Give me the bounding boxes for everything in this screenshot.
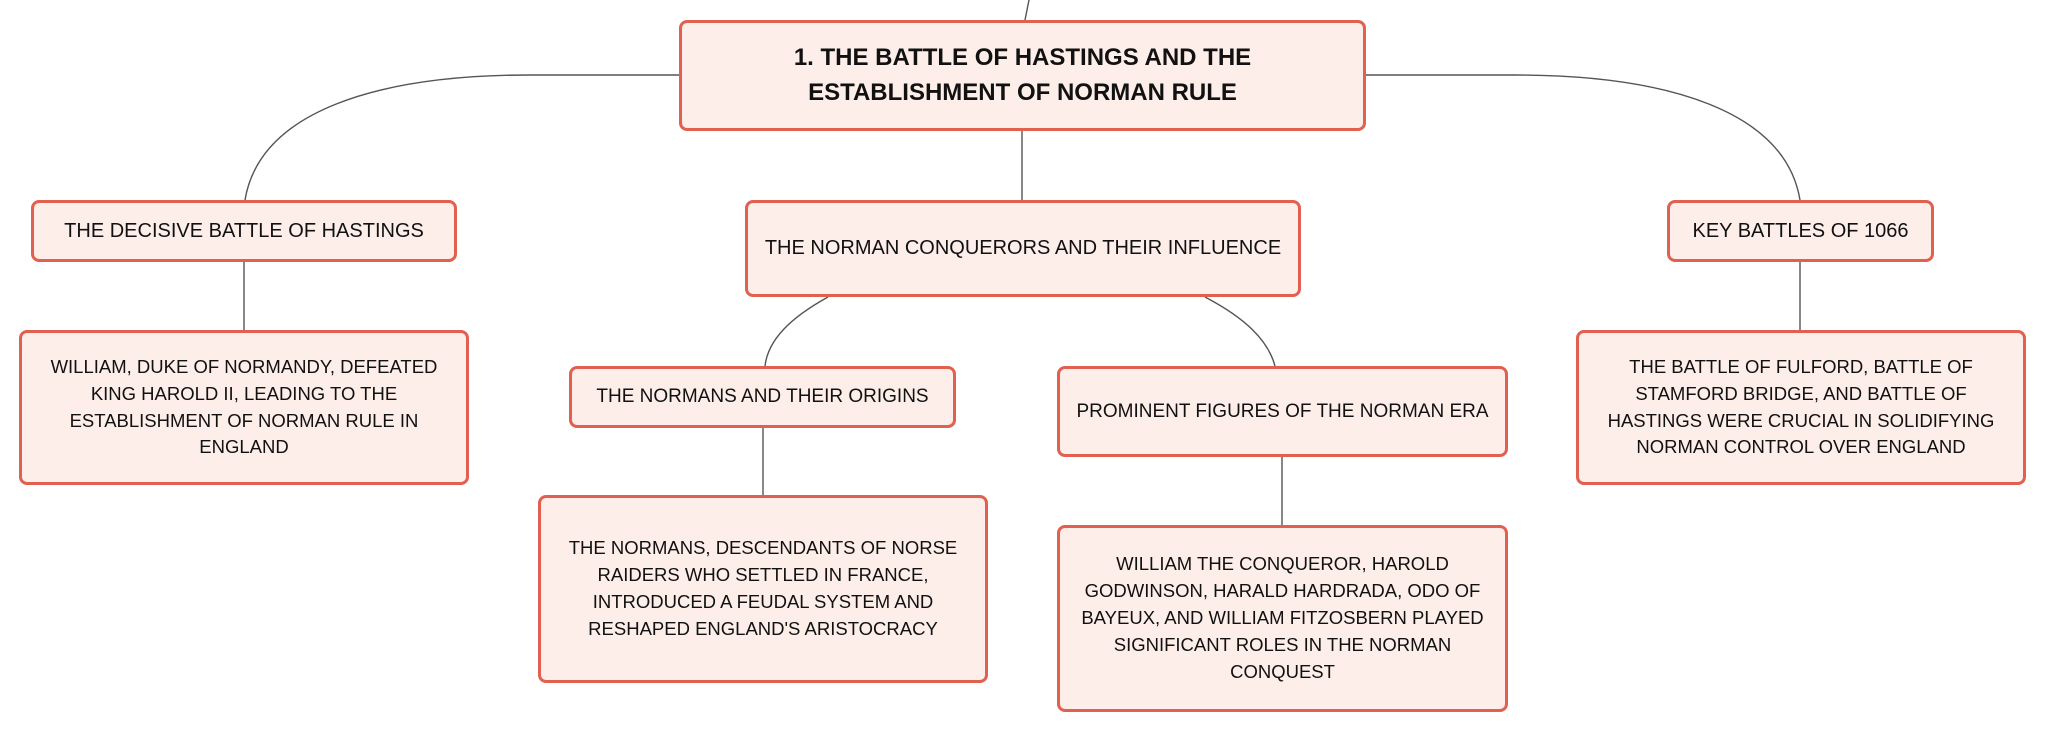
root-topic-title: 1. THE BATTLE OF HASTINGS AND THE ESTABLISHMENT OF NORMAN RULE xyxy=(793,43,1252,106)
topic-norman-conquerors[interactable] xyxy=(745,200,1301,297)
subtopic-normans-origins[interactable] xyxy=(569,366,956,428)
subtopic-prominent-figures[interactable] xyxy=(1057,366,1508,457)
detail-key-battles-list[interactable] xyxy=(1576,330,2026,485)
detail-text: WILLIAM, DUKE OF NORMANDY, DEFEATED KING HAROLD II, LEADING TO THE ESTABLISHMENT OF NORMAN RULE IN ENGLAND xyxy=(50,355,438,458)
topic-decisive-battle-of-hastings[interactable] xyxy=(31,200,457,262)
connector-conquerors-to-figures xyxy=(1205,297,1275,366)
topic-key-battles-1066[interactable] xyxy=(1667,200,1934,262)
topic-label: THE NORMAN CONQUERORS AND THEIR INFLUENCE xyxy=(764,237,1282,259)
topic-label: KEY BATTLES OF 1066 xyxy=(1692,219,1909,242)
connector-root-to-decisive xyxy=(245,75,679,200)
connector-incoming-top xyxy=(1025,0,1029,20)
subtopic-label: PROMINENT FIGURES OF THE NORMAN ERA xyxy=(1076,400,1489,422)
subtopic-label: THE NORMANS AND THEIR ORIGINS xyxy=(596,386,929,408)
topic-label: THE DECISIVE BATTLE OF HASTINGS xyxy=(64,219,424,242)
detail-william-defeated-harold[interactable] xyxy=(19,330,469,485)
connector-conquerors-to-origins xyxy=(765,297,828,366)
detail-text: WILLIAM THE CONQUEROR, HAROLD GODWINSON, HARALD HARDRADA, ODO OF BAYEUX, AND WILLIAM FITZOSBERN PLAYED SIGNIFICANT ROLES IN THE NORMAN CONQUEST xyxy=(1081,553,1484,682)
connector-root-to-key-battles xyxy=(1366,75,1800,200)
detail-significant-figures[interactable] xyxy=(1057,525,1508,712)
detail-norse-descendants[interactable] xyxy=(538,495,988,683)
root-topic[interactable] xyxy=(679,20,1366,131)
detail-text: THE NORMANS, DESCENDANTS OF NORSE RAIDERS WHO SETTLED IN FRANCE, INTRODUCED A FEUDAL SYSTEM AND RESHAPED ENGLAND'S ARISTOCRACY xyxy=(568,537,958,639)
detail-text: THE BATTLE OF FULFORD, BATTLE OF STAMFORD BRIDGE, AND BATTLE OF HASTINGS WERE CRUCIAL IN SOLIDIFYING NORMAN CONTROL OVER ENGLAND xyxy=(1607,355,1995,458)
